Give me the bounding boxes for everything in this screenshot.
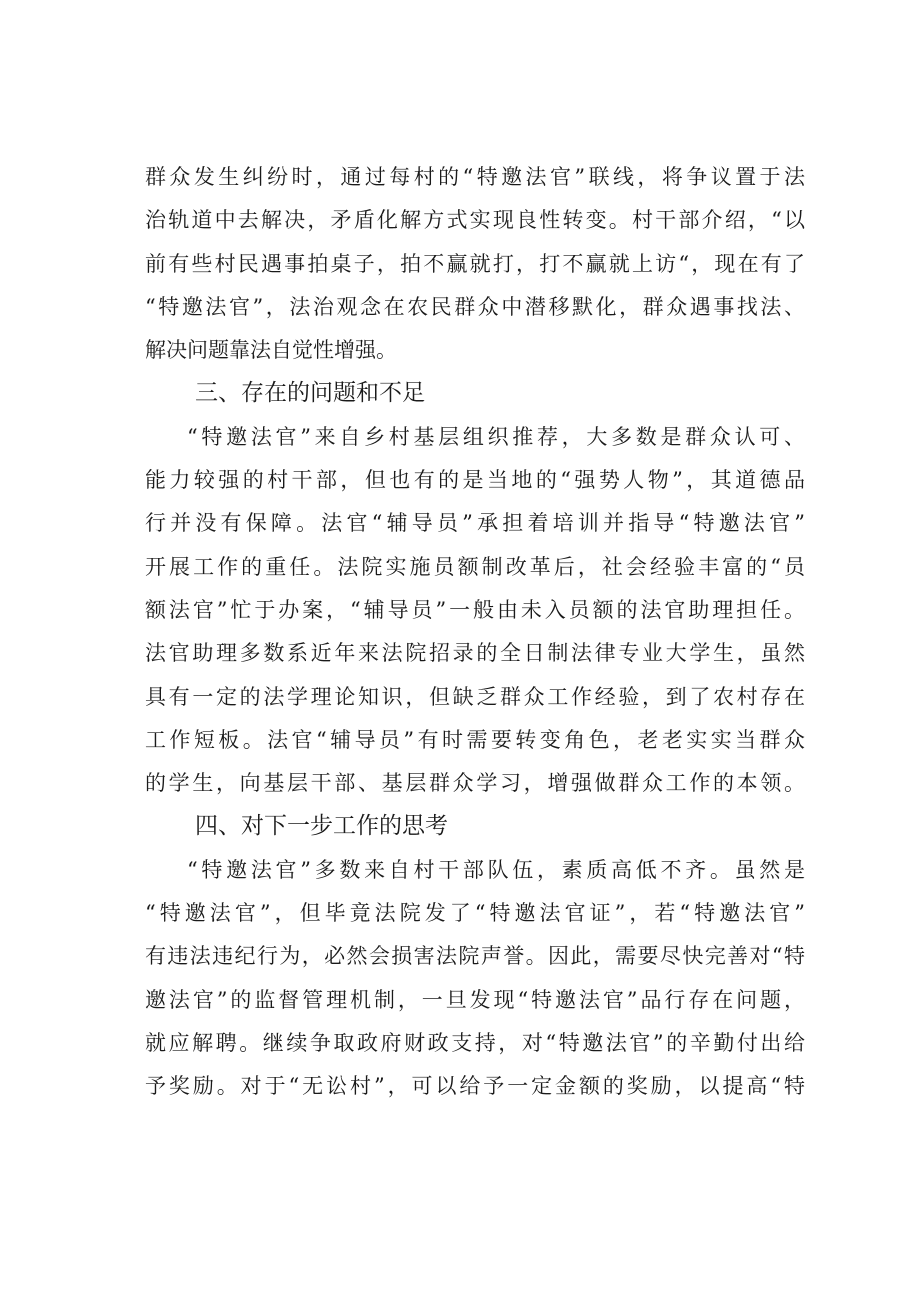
text-line: 开展工作的重任。法院实施员额制改革后，社会经验丰富的“员 <box>145 554 805 579</box>
text-line: 额法官”忙于办案，“辅导员”一般由未入员额的法官助理担任。 <box>145 597 805 622</box>
text-line: 就应解聘。继续争取政府财政支持，对“特邀法官”的辛勤付出给 <box>145 1030 805 1055</box>
text-line: 能力较强的村干部，但也有的是当地的“强势人物”，其道德品 <box>145 468 805 493</box>
text-line: 治轨道中去解决，矛盾化解方式实现良性转变。村干部介绍，“以 <box>145 208 805 233</box>
text-line: 解决问题靠法自觉性增强。 <box>145 338 397 363</box>
text-line: 行并没有保障。法官“辅导员”承担着培训并指导“特邀法官” <box>145 511 805 536</box>
text-line: 有违法违纪行为，必然会损害法院声誉。因此，需要尽快完善对“特 <box>145 944 805 969</box>
text-line: 法官助理多数系近年来法院招录的全日制法律专业大学生，虽然 <box>145 641 805 666</box>
text-line: 的学生，向基层干部、基层群众学习，增强做群众工作的本领。 <box>145 771 805 796</box>
paragraph-problems <box>145 416 805 806</box>
document-body <box>145 156 805 1109</box>
text-line: 予奖励。对于“无讼村”，可以给予一定金额的奖励，以提高“特 <box>145 1074 805 1099</box>
text-line: “特邀法官”，法治观念在农民群众中潜移默化，群众遇事找法、 <box>145 294 805 319</box>
text-line: “特邀法官”，但毕竟法院发了“特邀法官证”，若“特邀法官” <box>145 901 805 926</box>
paragraph-next-steps <box>145 849 805 1109</box>
text-line: 具有一定的法学理论知识，但缺乏群众工作经验，到了农村存在 <box>145 684 805 709</box>
paragraph-dispute-resolution <box>145 156 805 372</box>
text-line: 群众发生纠纷时，通过每村的“特邀法官”联线，将争议置于法 <box>145 165 805 189</box>
text-line: 邀法官”的监督管理机制，一旦发现“特邀法官”品行存在问题， <box>145 987 805 1012</box>
text-line: “特邀法官”多数来自村干部队伍，素质高低不齐。虽然是 <box>187 857 805 882</box>
section-heading-problems: 三、存在的问题和不足 <box>195 380 425 407</box>
text-line: “特邀法官”来自乡村基层组织推荐，大多数是群众认可、 <box>187 424 805 449</box>
section-heading-next-steps: 四、对下一步工作的思考 <box>195 813 448 840</box>
text-line: 工作短板。法官“辅导员”有时需要转变角色，老老实实当群众 <box>145 727 805 752</box>
text-line: 前有些村民遇事拍桌子，拍不赢就打，打不赢就上访“，现在有了 <box>145 251 805 276</box>
